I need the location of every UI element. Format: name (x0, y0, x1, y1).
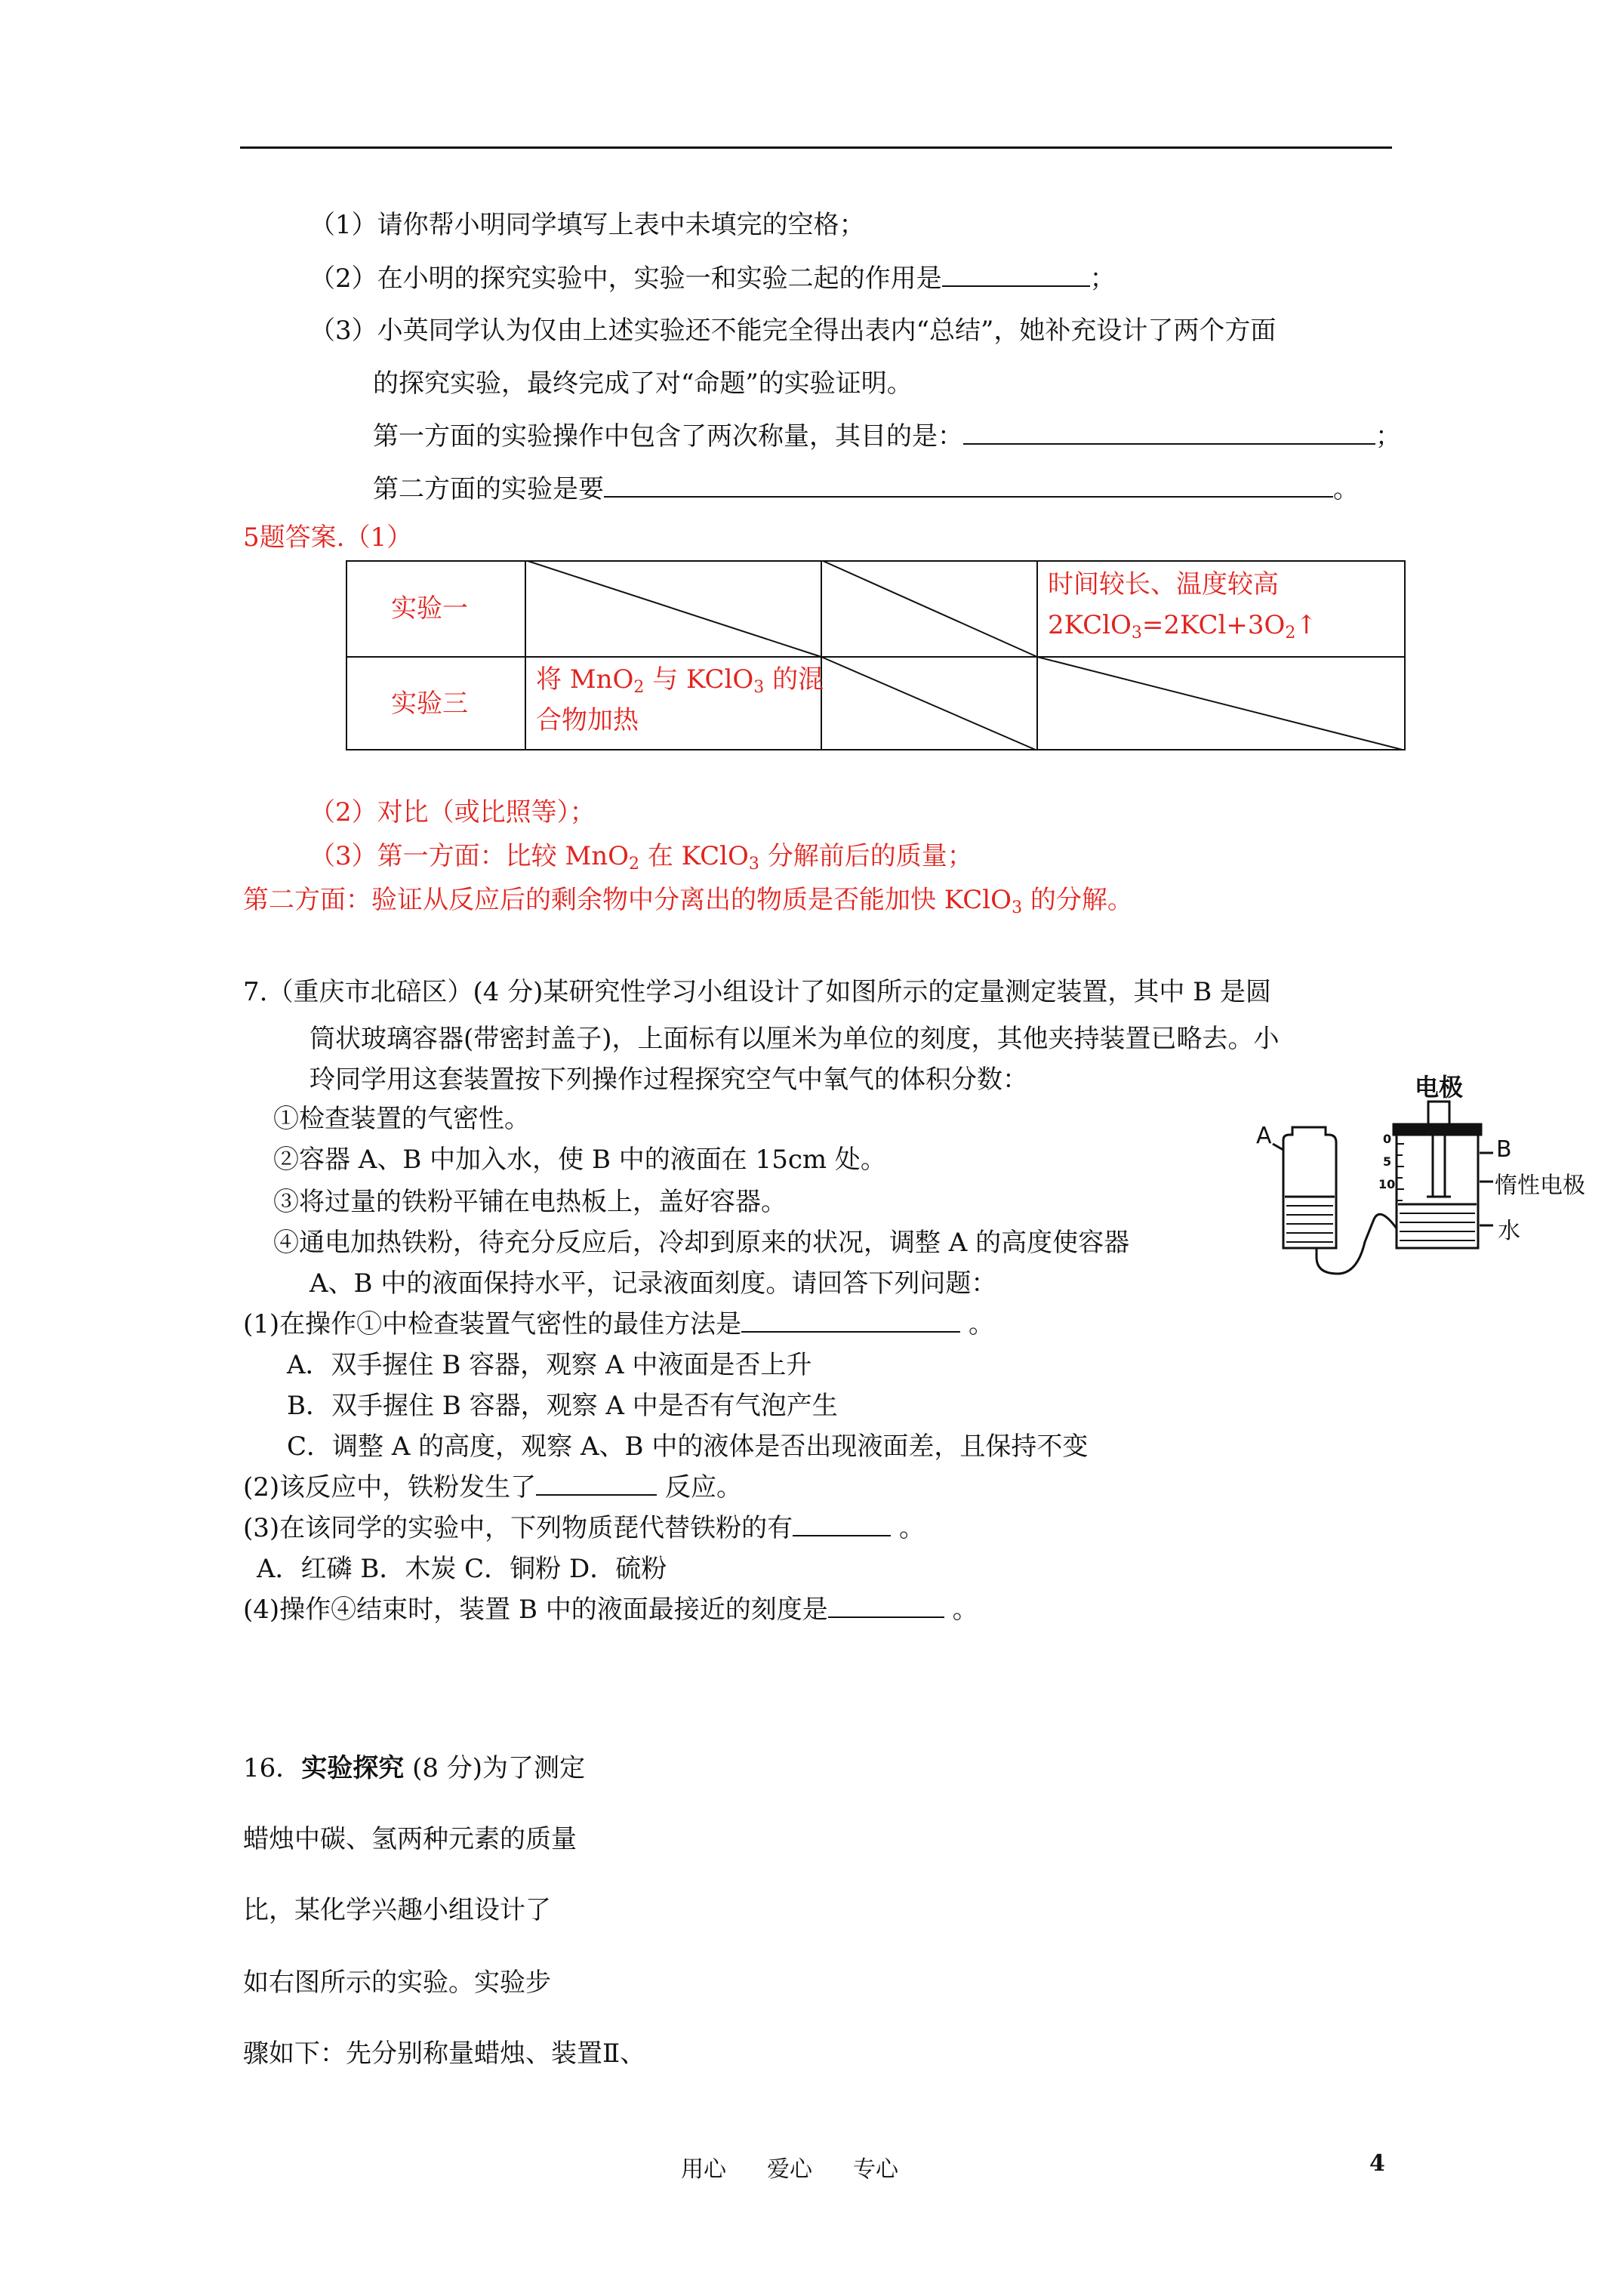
text-sub: 3 (753, 678, 765, 697)
scale-label-0: 0 (1383, 1132, 1392, 1146)
table-row1-label: 实验一 (391, 593, 468, 624)
text-part: 将 MnO (536, 664, 634, 695)
q7-option-a: A．双手握住 B 容器，观察 A 中液面是否上升 (287, 1350, 812, 1380)
text-sub: 3 (748, 855, 759, 874)
footer-motto-1: 用心 (681, 2156, 726, 2183)
q7-sub2 (243, 1471, 742, 1504)
q7-step4-line2: A、B 中的液面保持水平，记录液面刻度。请回答下列问题： (310, 1268, 997, 1299)
text-sub: 2 (629, 855, 640, 874)
q7-option-b: B．双手握住 B 容器，观察 A 中是否有气泡产生 (287, 1391, 838, 1421)
scale-label-5: 5 (1383, 1154, 1392, 1169)
q7-line2: 筒状玻璃容器(带密封盖子)，上面标有以厘米为单位的刻度，其他夹持装置已略去。小 (310, 1024, 1280, 1054)
text-part: （3）第一方面：比较 MnO (310, 841, 630, 871)
q16-line2: 蜡烛中碳、氢两种元素的质量 (243, 1824, 577, 1854)
q7-option-c: C．调整 A 的高度，观察 A、B 中的液体是否出现液面差，且保持不变 (287, 1432, 1089, 1462)
table-row1-col4-equation (1048, 609, 1317, 642)
text-part: 与 KClO (644, 664, 754, 695)
q7-step3: ③将过量的铁粉平铺在电热板上，盖好容器。 (273, 1187, 787, 1217)
q5-item-3-line2: 的探究实验，最终完成了对“命题”的实验证明。 (373, 368, 913, 399)
q5-aspect-2-blank[interactable] (604, 473, 1333, 498)
q7-step1: ①检查装置的气密性。 (273, 1104, 530, 1134)
label-container-a: A (1256, 1123, 1272, 1149)
eq-part: 2KClO (1048, 610, 1132, 640)
label-water: 水 (1498, 1218, 1520, 1244)
q5-aspect-2-text: 第二方面的实验是要 (373, 474, 604, 504)
q7-sub3-blank[interactable] (793, 1512, 891, 1536)
q7-sub3-options: A．红磷 B．木炭 C．铜粉 D．硫粉 (257, 1554, 667, 1584)
text-part: 分解前后的质量； (759, 841, 973, 871)
text-sub: 2 (633, 678, 645, 697)
q5-item-2 (310, 262, 1116, 295)
q7-sub3-text: (3)在该同学的实验中，下列物质琵代替铁粉的有 (243, 1513, 793, 1543)
text-part: 的混 (764, 664, 824, 695)
eq-sub: 3 (1131, 624, 1142, 643)
answer5-a4 (243, 883, 1133, 917)
apparatus-figure (1253, 1068, 1600, 1280)
q7-sub4-blank[interactable] (828, 1594, 944, 1618)
label-electrode: 电极 (1415, 1073, 1464, 1102)
up-arrow-icon: ↑ (1295, 610, 1317, 640)
q5-item-1: （1）请你帮小明同学填写上表中未填完的空格； (310, 210, 865, 240)
q7-sub2-text: (2)该反应中，铁粉发生了 (243, 1472, 537, 1502)
q7-sub1-blank[interactable] (741, 1308, 960, 1333)
q7-sub2-suffix: 反应。 (657, 1472, 742, 1502)
q5-item-2-suffix: ； (1089, 264, 1116, 294)
q7-sub4-text: (4)操作④结束时，装置 B 中的液面最接近的刻度是 (243, 1595, 828, 1625)
eq-part: =2KCl+3O (1141, 610, 1286, 640)
q16-heading: 实验探究 (301, 1753, 405, 1783)
eq-sub: 2 (1285, 624, 1296, 643)
q16-line3: 比，某化学兴趣小组设计了 (243, 1895, 551, 1925)
table-row2-col2-line1 (536, 663, 824, 696)
q5-aspect-2-suffix: 。 (1333, 474, 1359, 504)
q5-aspect-1-text: 第一方面的实验操作中包含了两次称量，其目的是： (373, 421, 963, 451)
q7-sub3 (243, 1512, 925, 1545)
q7-step2: ②容器 A、B 中加入水，使 B 中的液面在 15cm 处。 (273, 1145, 886, 1175)
q5-aspect-1-blank[interactable] (963, 421, 1375, 445)
text-part: 在 KClO (639, 841, 749, 871)
q7-step4-line1: ④通电加热铁粉，待充分反应后，冷却到原来的状况，调整 A 的高度使容器 (273, 1228, 1130, 1258)
page-number: 4 (1369, 2150, 1385, 2177)
q5-item-3-line1: （3）小英同学认为仅由上述实验还不能完全得出表内“总结”，她补充设计了两个方面 (310, 316, 1277, 346)
table-row2-col2-line2: 合物加热 (536, 705, 639, 735)
q16-line5: 骤如下：先分别称量蜡烛、装置Ⅱ、 (243, 2039, 646, 2069)
q7-sub1-suffix: 。 (960, 1309, 994, 1339)
q5-aspect-2 (373, 473, 1359, 506)
answer5-a3 (310, 840, 973, 873)
q7-line3: 玲同学用这套装置按下列操作过程探究空气中氧气的体积分数： (310, 1065, 1028, 1095)
text-sub: 3 (1012, 898, 1023, 917)
q7-sub2-blank[interactable] (536, 1472, 657, 1496)
q7-sub3-suffix: 。 (891, 1513, 925, 1543)
scale-label-10: 10 (1378, 1177, 1396, 1191)
q7-sub4-suffix: 。 (944, 1595, 978, 1625)
q5-item-2-blank[interactable] (942, 263, 1090, 287)
q5-item-2-text: （2）在小明的探究实验中，实验一和实验二起的作用是 (310, 264, 942, 294)
footer-motto-2: 爱心 (767, 2156, 812, 2183)
q5-aspect-1 (373, 420, 1401, 453)
table-row2-label: 实验三 (391, 689, 468, 719)
answer5-a2: （2）对比（或比照等）； (310, 797, 596, 827)
answer5-title: 5题答案.（1） (243, 522, 413, 553)
q5-aspect-1-suffix: ； (1375, 421, 1401, 451)
q7-line1: 7.（重庆市北碚区）(4 分)某研究性学习小组设计了如图所示的定量测定装置，其中 B 是圆 (243, 977, 1272, 1007)
header-rule (240, 146, 1392, 149)
q7-sub4 (243, 1593, 978, 1626)
q7-sub1-text: (1)在操作①中检查装置气密性的最佳方法是 (243, 1309, 742, 1339)
q16-line1 (243, 1752, 585, 1785)
footer-motto-3: 专心 (853, 2156, 898, 2183)
text-part: 第二方面：验证从反应后的剩余物中分离出的物质是否能加快 KClO (243, 885, 1012, 915)
label-container-b: B (1496, 1136, 1512, 1163)
q16-line4: 如右图所示的实验。实验步 (243, 1968, 551, 1998)
text-part: 的分解。 (1022, 885, 1133, 915)
answer5-table (346, 560, 1406, 750)
q7-sub1 (243, 1308, 994, 1341)
label-inert-electrode: 惰性电极 (1495, 1173, 1585, 1199)
q16-line1-text: (8 分)为了测定 (404, 1753, 586, 1783)
table-row1-col4-line1: 时间较长、温度较高 (1048, 569, 1279, 599)
q16-number: 16． (243, 1753, 302, 1783)
